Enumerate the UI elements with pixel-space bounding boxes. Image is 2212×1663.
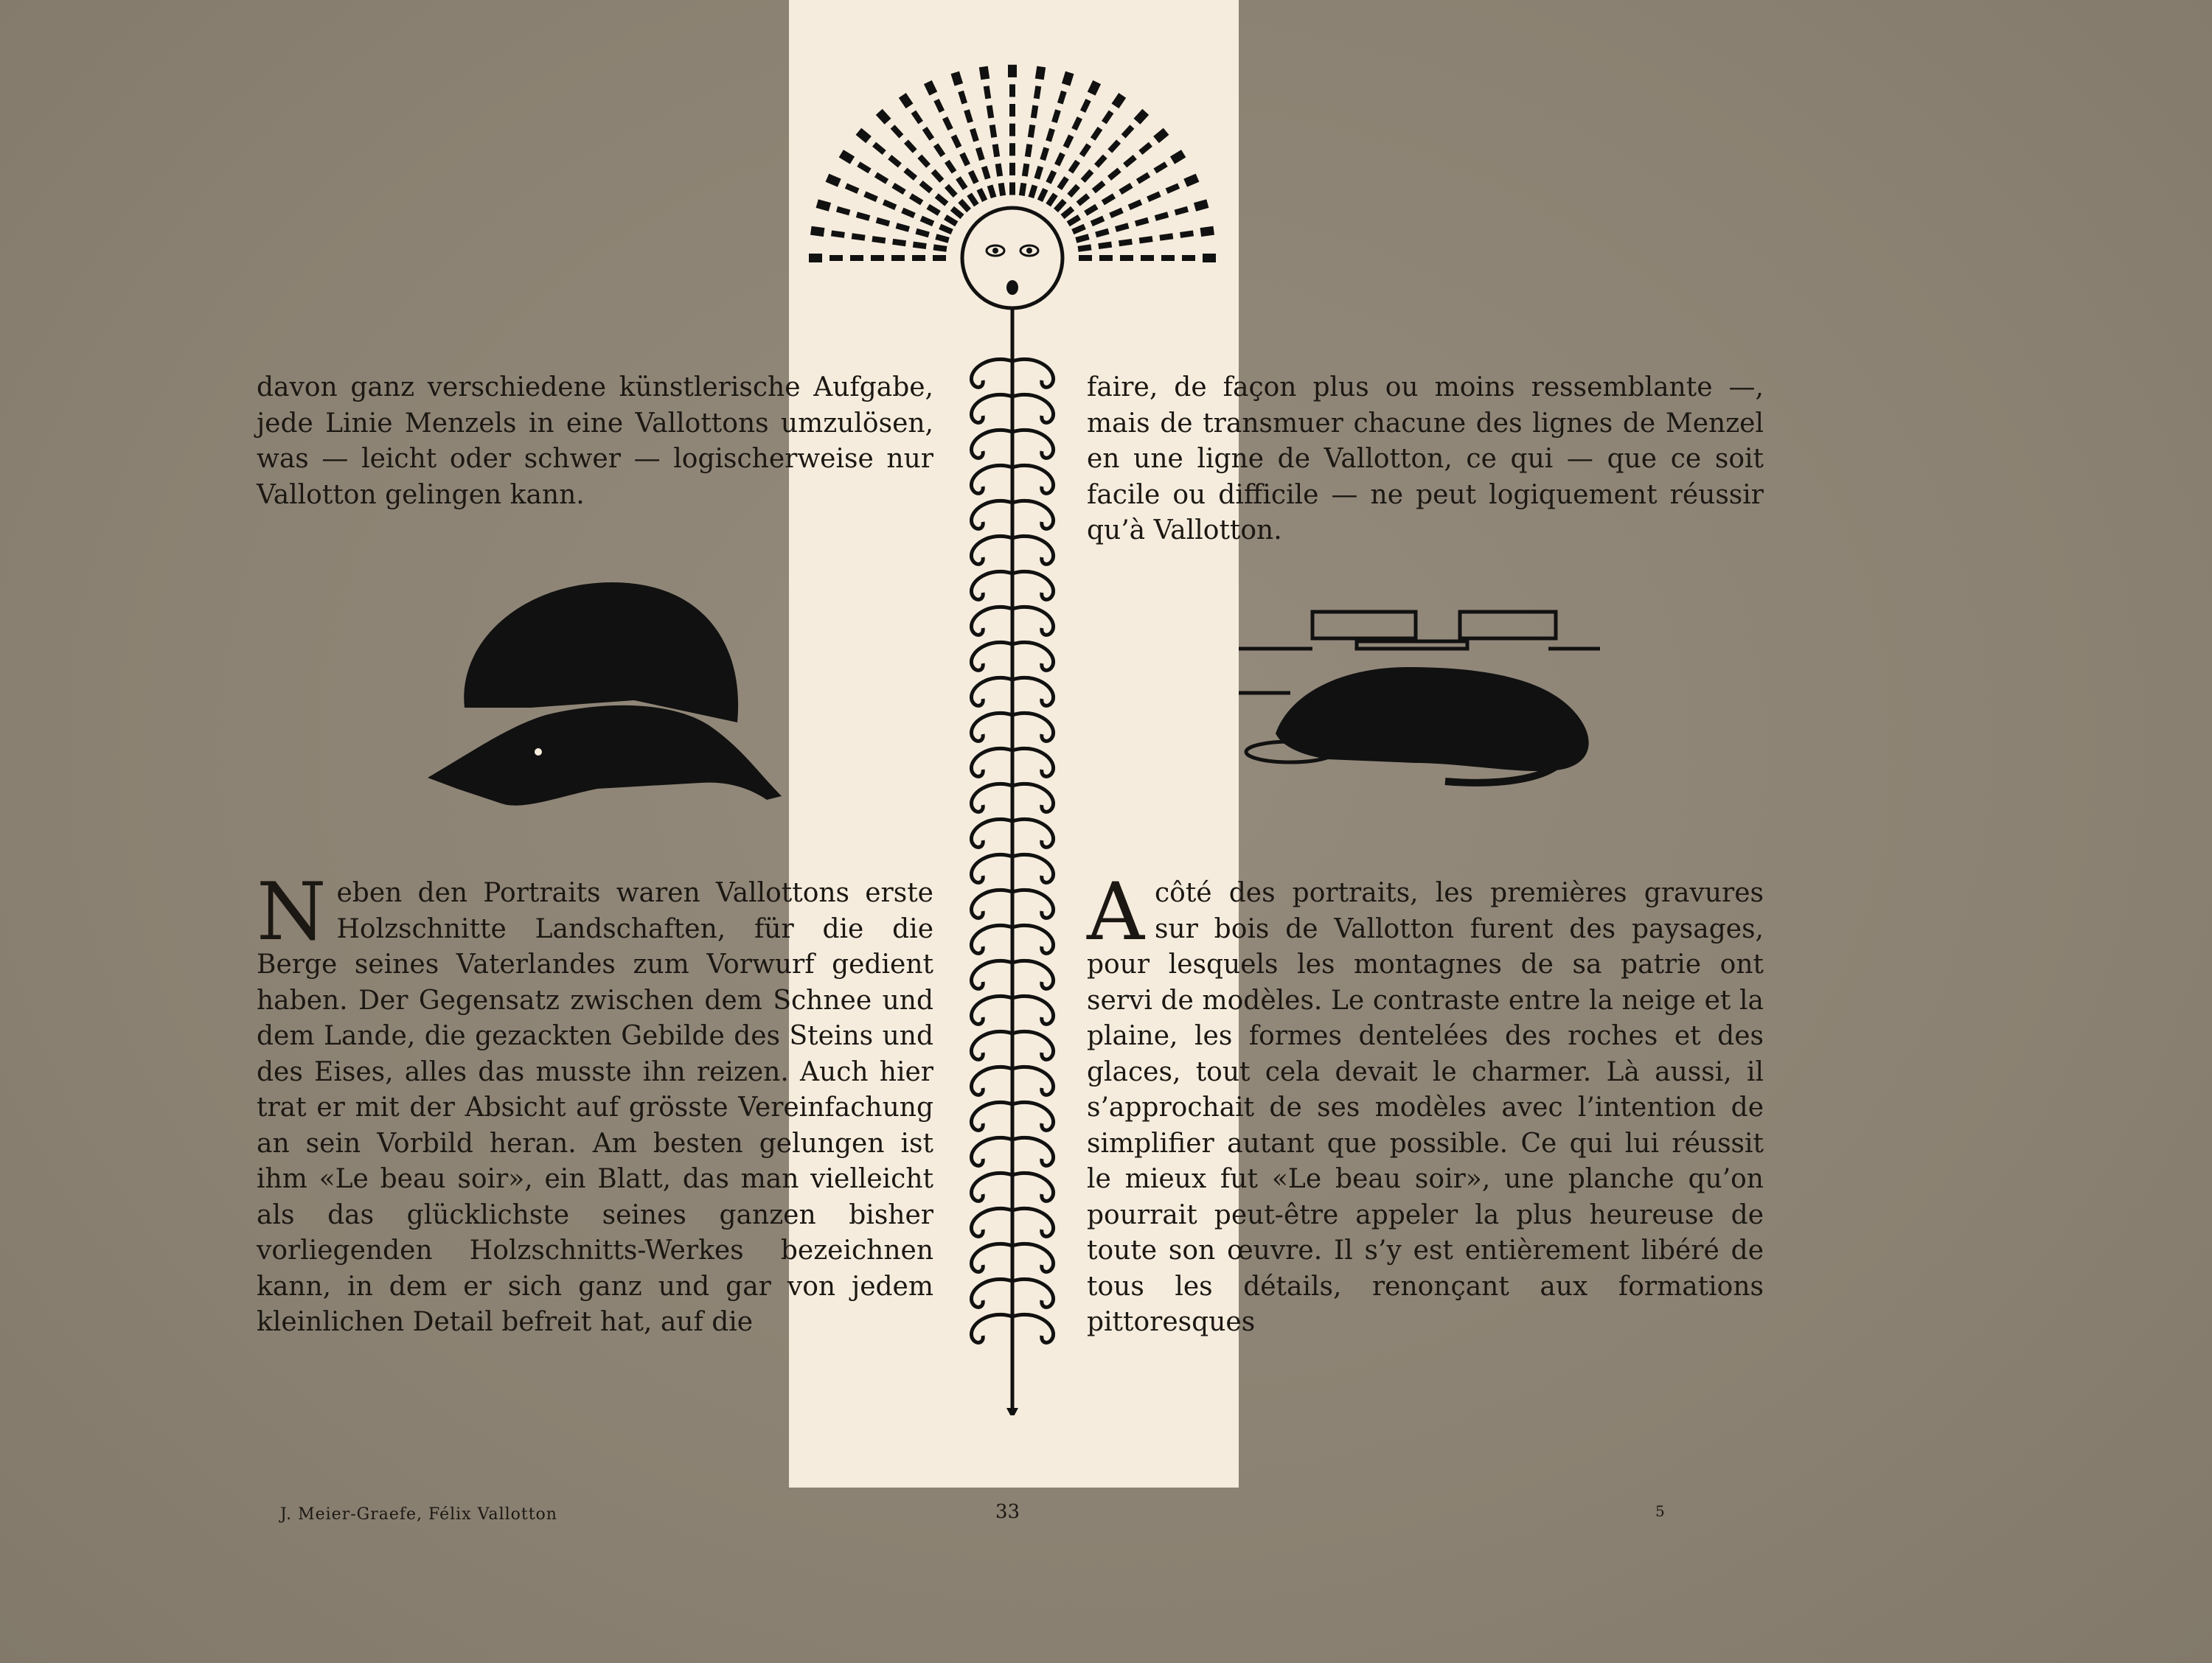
german-dropcap: N (257, 866, 327, 958)
sun-ray-mark (1082, 145, 1089, 156)
sun-ray-mark (858, 131, 869, 139)
vine-leaf-mark (971, 1208, 1012, 1236)
vine-leaf-mark (971, 925, 1012, 953)
vine-leaf-mark (971, 1314, 1012, 1342)
sun-ray-mark (1065, 136, 1071, 147)
sun-ray-mark (876, 175, 887, 181)
vine-leaf-mark (1012, 465, 1054, 493)
sun-ray-mark (979, 189, 984, 201)
vine-leaf-mark (971, 465, 1012, 493)
vine-leaf-mark (971, 890, 1012, 918)
sun-ray-mark (1074, 118, 1079, 130)
sun-ray-mark (1135, 220, 1148, 224)
sun-ray-mark (897, 226, 909, 229)
sun-ray-mark (877, 220, 889, 224)
sun-ray-mark (962, 153, 967, 165)
sun-ray-mark (925, 128, 932, 139)
vine-leaf-mark (1012, 677, 1054, 705)
sun-ray-mark (1078, 247, 1091, 248)
sun-ray-mark (1037, 86, 1039, 99)
vine-leaf-mark (1012, 1314, 1054, 1342)
sun-ray-mark (1048, 171, 1054, 183)
vine-leaf-mark (971, 536, 1012, 564)
sun-ray-mark (1034, 105, 1036, 118)
sun-ray-mark (1099, 245, 1112, 246)
vine-leaf-mark (1012, 925, 1054, 953)
german-top-paragraph: davon ganz verschiedene künstlerische Aufgabe, jede Linie Menzels in eine Vallottons umzulösen, was — leicht oder schwer — logischerweise nur Vallotton gelingen kann. (257, 372, 933, 510)
sun-ray-mark (984, 66, 986, 79)
vine-leaf-mark (1012, 713, 1054, 741)
sun-ray-mark (945, 118, 950, 130)
vine-leaf-mark (1012, 501, 1054, 529)
vine-leaf-mark (1012, 854, 1054, 882)
vine-leaf-mark (1012, 1031, 1054, 1059)
vine-leaf-mark (971, 1137, 1012, 1165)
sun-ray-mark (906, 142, 915, 151)
sun-ray-mark (936, 237, 948, 240)
sun-ray-mark (919, 156, 928, 166)
vine-leaf-mark (971, 642, 1012, 670)
sun-ray-mark (960, 201, 969, 210)
sun-ray-mark (1110, 142, 1119, 151)
sun-ray-mark (1071, 161, 1078, 172)
vine-leaf-mark (1012, 1173, 1054, 1201)
sun-ray-mark (978, 148, 982, 160)
sun-ray-mark (917, 231, 929, 235)
sun-ray-mark (1062, 209, 1073, 217)
sun-ray-mark (874, 144, 885, 153)
footer-author-title: J. Meier-Graefe, Félix Vallotton (280, 1505, 557, 1524)
sun-ray-mark (1137, 112, 1146, 122)
sun-ray-mark (902, 210, 914, 215)
sun-ray-mark (998, 164, 1001, 176)
sun-ray-mark (911, 196, 922, 203)
vine-leaf-mark (1012, 359, 1054, 387)
sun-ray-mark (1148, 194, 1160, 199)
sun-ray-mark (1160, 236, 1173, 237)
french-main-text: côté des portraits, les premières gravures sur bois de Vallotton furent des paysages, pour lesquels les montagnes de sa patrie ont servi de modèles. Le contraste entre la neige et la plaine, les formes dentelées des roches et des glaces, tout cela devait le charmer. Là aussi, il s’approchait de ses modèles avec l’intention de simplifier autant que possible. Ce qui lui réussit le mieux fut «Le beau soir», une planche qu’on pourrait peut-être appeler la plus heureuse de toute son œuvre. Il s’y est entièrement libéré de tous les détails, renonçant aux formations pittoresques (1087, 878, 1764, 1337)
sun-ray-mark (1022, 183, 1024, 195)
sun-ray-mark (1093, 128, 1100, 139)
vine-leaf-mark (1012, 890, 1054, 918)
sun-ray-mark (914, 112, 921, 122)
sun-ray-mark (936, 100, 942, 112)
sun-ray-mark (1083, 171, 1092, 181)
sun-ray-mark (1066, 72, 1070, 84)
vine-leaf-mark (1012, 1244, 1054, 1272)
vine-leaf-mark (971, 501, 1012, 529)
vine-leaf-mark (971, 854, 1012, 882)
vine-leaf-mark (971, 1031, 1012, 1059)
sun-ray-mark (1001, 183, 1004, 195)
sun-ray-mark (1104, 112, 1111, 122)
sun-ray-mark (953, 136, 959, 147)
sun-ray-mark (837, 209, 849, 213)
vine-leaf-mark (971, 996, 1012, 1024)
german-main-text: eben den Portraits waren Vallottons erste Holzschnitte Landschaften, für die die Berge seines Vaterlandes zum Vorwurf gedient haben. Der Gegensatz zwischen dem Schnee und dem Lande, die gezackten Gebilde des Steins und des Eises, alles das musste ihn reizen. Auch hier trat er mit der Absicht auf grösste Vereinfachung an sein Vorbild heran. Am besten gelungen ist ihm «Le beau soir», ein Blatt, das man vielleicht als das glücklichste seines ganzen bisher vorliegenden Holzschnitts-Werkes bezeichnen kann, in dem er sich ganz und gar von jedem kleinlichen Detail befreit hat, auf die (257, 878, 933, 1337)
vine-leaf-mark (971, 748, 1012, 776)
sun-ray-mark (1048, 195, 1056, 205)
sun-ray-mark (1054, 110, 1058, 122)
vine-leaf-mark (971, 961, 1012, 989)
sun-ray-mark (1060, 178, 1067, 188)
sun-ray-mark (1119, 242, 1133, 243)
sun-ray-mark (1115, 95, 1122, 105)
sun-ray-mark (936, 145, 943, 156)
sun-ray-mark (872, 239, 886, 240)
sun-ray-mark (1056, 201, 1065, 210)
vine-leaf-mark (1012, 1208, 1054, 1236)
sun-ray-mark (970, 195, 977, 205)
sun-ray-mark (1186, 178, 1197, 183)
sun-ray-mark (1083, 100, 1088, 112)
sun-ray-mark (1166, 186, 1178, 191)
sun-ray-mark (1110, 210, 1122, 215)
vine-leaf-mark (1012, 430, 1054, 458)
vine-leaf-mark (1012, 784, 1054, 812)
sun-ray-mark (1069, 186, 1078, 195)
sun-ray-mark (1138, 175, 1149, 181)
sun-ray-mark (1155, 164, 1166, 171)
sun-ray-mark (995, 144, 998, 157)
sun-ray-mark (1025, 164, 1027, 176)
vine-leaf-mark (971, 677, 1012, 705)
sun-ray-mark (1060, 91, 1064, 103)
sun-ray-mark (893, 185, 904, 192)
vine-leaf-mark (971, 819, 1012, 847)
vine-leaf-mark (1012, 961, 1054, 989)
vine-leaf-mark (971, 1173, 1012, 1201)
vine-leaf-mark (1012, 1137, 1054, 1165)
sun-ray-mark (1091, 218, 1103, 223)
sun-ray-mark (913, 245, 926, 246)
sun-ray-mark (921, 218, 933, 223)
sun-ray-mark (921, 183, 931, 191)
sun-ray-mark (865, 194, 877, 199)
cat-illustration-right (1239, 604, 1607, 789)
vine-leaf-mark (1012, 748, 1054, 776)
vine-leaf-mark (971, 430, 1012, 458)
sun-ray-mark (890, 157, 900, 165)
sun-ray-mark (967, 110, 970, 122)
vine-leaf-mark (1012, 536, 1054, 564)
sun-ray-mark (1078, 195, 1088, 203)
vine-leaf-mark (1012, 996, 1054, 1024)
sun-ray-mark (1040, 189, 1045, 201)
sun-ray-mark (990, 186, 994, 198)
sun-ray-mark (992, 125, 995, 137)
sun-ray-mark (1048, 129, 1052, 141)
sun-ray-mark (902, 95, 910, 105)
sun-ray-mark (971, 171, 976, 183)
sun-ray-mark (955, 72, 959, 84)
vine-leaf-mark (971, 571, 1012, 599)
vine-leaf-mark (971, 1102, 1012, 1130)
sun-ray-mark (1091, 82, 1096, 94)
sun-ray-mark (879, 112, 888, 122)
sun-ray-mark (1200, 231, 1214, 232)
sun-ray-mark (893, 242, 906, 243)
vine-leaf-mark (971, 607, 1012, 635)
vine-leaf-mark (1012, 571, 1054, 599)
sun-ray-mark (1124, 127, 1133, 136)
sun-ray-mark (1028, 144, 1030, 157)
sun-ray-mark (811, 231, 824, 232)
vine-leaf-mark (1012, 1102, 1054, 1130)
sun-ray-mark (1120, 185, 1131, 192)
vine-leaf-mark (1012, 394, 1054, 422)
sun-ray-mark (893, 127, 902, 136)
sun-ray-mark (1110, 170, 1120, 178)
sun-ray-mark (832, 233, 845, 234)
sun-ray-mark (1116, 226, 1128, 229)
sun-ray-mark (947, 161, 954, 172)
sun-ray-mark (1125, 157, 1135, 165)
sun-ray-mark (1180, 233, 1194, 234)
sun-ray-mark (905, 170, 916, 178)
sun-ray-mark (883, 202, 895, 207)
vine-leaf-mark (971, 394, 1012, 422)
vine-leaf-mark (1012, 607, 1054, 635)
sun-ray-mark (1139, 239, 1152, 240)
footer-signature-mark: 5 (1655, 1502, 1665, 1520)
french-dropcap: A (1087, 866, 1144, 958)
sun-ray-mark (933, 171, 942, 181)
sun-ray-mark (1057, 153, 1062, 165)
french-top-paragraph: faire, de façon plus ou moins ressemblante —, mais de transmuer chacune des lignes de Menzel en une ligne de Vallotton, ce qui — que ce soit facile ou difficile — ne peut logiquement réussir qu’à Vallotton. (1087, 372, 1764, 545)
sun-ray-mark (1096, 156, 1105, 166)
sun-ray-mark (1103, 196, 1114, 203)
vine-leaf-mark (971, 784, 1012, 812)
vine-leaf-mark (971, 1067, 1012, 1095)
vine-leaf-mark (1012, 819, 1054, 847)
sun-ray-mark (1076, 237, 1088, 240)
sun-ray-mark (817, 203, 830, 207)
sun-ray-mark (846, 186, 858, 191)
sun-ray-mark (858, 164, 869, 171)
sun-ray-mark (852, 236, 865, 237)
sun-ray-mark (1085, 206, 1096, 213)
sun-ray-mark (1096, 231, 1108, 235)
creature-illustration-left (413, 575, 796, 818)
german-main-paragraph (257, 866, 933, 1341)
sun-ray-mark (1155, 215, 1168, 218)
sun-ray-mark (984, 167, 988, 178)
footer-page-number: 33 (995, 1501, 1020, 1523)
sun-ray-mark (952, 209, 962, 217)
sun-ray-mark (827, 178, 839, 183)
sun-ray-mark (1068, 217, 1079, 224)
sun-ray-mark (1129, 202, 1141, 207)
sun-ray-mark (928, 82, 933, 94)
sun-ray-mark (940, 226, 952, 231)
sun-ray-mark (1031, 125, 1033, 137)
sun-ray-mark (961, 91, 964, 103)
sun-ray-mark (987, 86, 989, 99)
vine-leaf-mark (971, 1244, 1012, 1272)
sun-ray-mark (1093, 183, 1104, 191)
sun-ray-mark (1156, 131, 1166, 139)
sun-ray-mark (1195, 203, 1208, 207)
vine-leaf-mark (971, 1279, 1012, 1307)
vine-leaf-mark (1012, 1279, 1054, 1307)
vine-leaf-mark (1012, 1067, 1054, 1095)
sun-ray-mark (1175, 209, 1188, 213)
sun-ray-mark (958, 178, 965, 188)
sun-ray-mark (947, 186, 956, 195)
sun-ray-mark (928, 206, 939, 213)
sun-ray-mark (1073, 226, 1085, 231)
sun-ray-mark (1040, 66, 1042, 79)
sun-ray-mark (1037, 167, 1040, 178)
vine-leaf-mark (971, 713, 1012, 741)
sun-ray-mark (990, 105, 992, 118)
sun-ray-mark (933, 247, 947, 248)
vine-leaf-mark (971, 359, 1012, 387)
vine-leaf-mark (1012, 642, 1054, 670)
sun-ray-mark (936, 195, 947, 203)
sun-ray-mark (1043, 148, 1046, 160)
sun-ray-mark (1031, 186, 1034, 198)
sun-ray-mark (841, 153, 852, 160)
french-main-paragraph (1087, 866, 1764, 1341)
sun-ray-mark (945, 217, 956, 224)
sun-ray-mark (857, 215, 869, 218)
sun-ray-mark (1172, 153, 1183, 160)
sun-ray-mark (973, 129, 976, 141)
sun-ray-mark (1141, 144, 1151, 153)
